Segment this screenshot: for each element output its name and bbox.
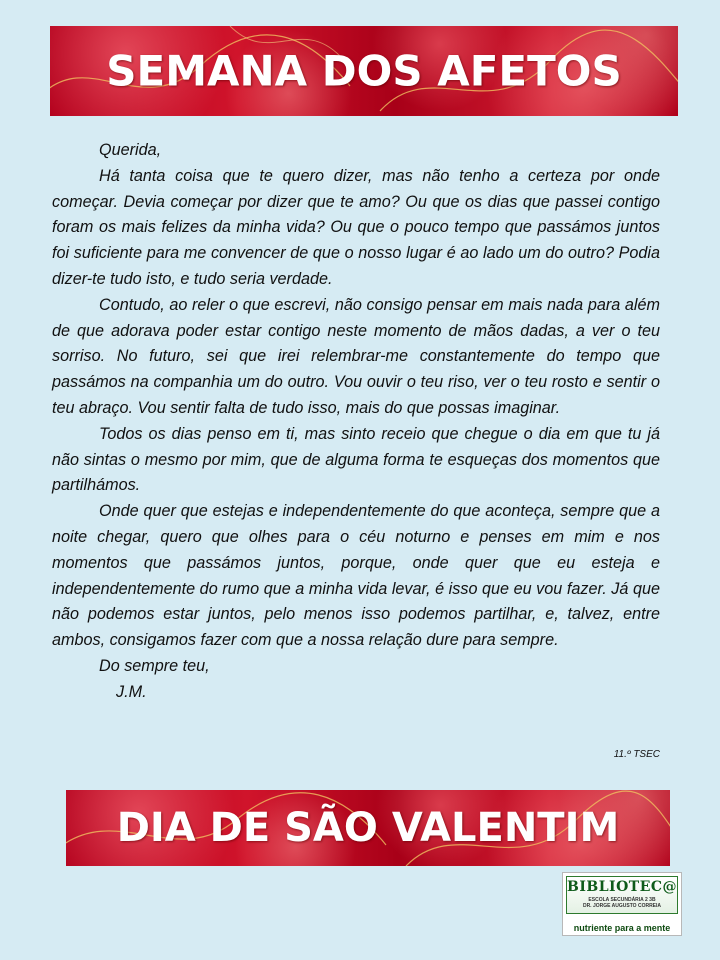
class-tag: 11.º TSEC	[613, 749, 660, 760]
event-title: DIA DE SÃO VALENTIM	[116, 805, 620, 851]
letter-initials: J.M.	[116, 682, 147, 701]
letter-salutation: Querida,	[99, 141, 162, 159]
library-logo	[562, 872, 682, 936]
logo-slogan: nutriente para a mente	[573, 923, 671, 933]
logo-name: BIBLIOTEC@	[567, 879, 678, 895]
letter-paragraph: Contudo, ao reler o que escrevi, não consigo pensar em mais nada para além de que adorava poder estar contigo neste momento de mãos dadas, a ver o teu sorriso. No futuro, sei que irei relembrar-me constantemente do tempo que passámos na companhia um do outro. Vou ouvir o teu riso, ver o teu rosto e sentir o teu abraço. Vou sentir falta de tudo isso, mais do que possas imaginar.	[52, 295, 660, 417]
page-title: SEMANA DOS AFETOS	[106, 46, 622, 96]
logo-school-line: DR. JORGE AUGUSTO CORREIA	[582, 903, 662, 909]
logo-school-line: ESCOLA SECUNDÁRIA 2 3B	[588, 897, 656, 903]
letter-paragraph: Todos os dias penso em ti, mas sinto receio que chegue o dia em que tu já não sintas o mesmo por mim, que de alguma forma te esqueças dos momentos que partilhámos.	[52, 424, 660, 495]
logo-header	[566, 876, 678, 914]
letter-paragraph: Há tanta coisa que te quero dizer, mas não tenho a certeza por onde começar. Devia começar por dizer que te amo? Ou que os dias que passei contigo foram os mais felizes da minha vida? Ou que o pouco tempo que passámos juntos foi suficiente para me convencer de que o nosso lugar é ao lado um do outro? Podia dizer-te tudo isto, e tudo seria verdade.	[52, 166, 660, 288]
logo-school	[567, 897, 677, 909]
top-banner	[50, 26, 678, 116]
letter-closing: Do sempre teu,	[99, 656, 210, 675]
letter-paragraph: Onde quer que estejas e independentemente do que aconteça, sempre que a noite chegar, quero que olhes para o céu noturno e penses em mim e nos momentos que passámos juntos, porque, onde quer que eu esteja e independentemente do rumo que a minha vida levar, é isso que eu vou fazer. Já que não podemos estar juntos, pelo menos isso podemos partilhar, e, talvez, entre ambos, consigamos fazer com que a nossa relação dure para sempre.	[52, 502, 660, 650]
love-letter	[52, 138, 660, 706]
bottom-banner	[66, 790, 670, 866]
